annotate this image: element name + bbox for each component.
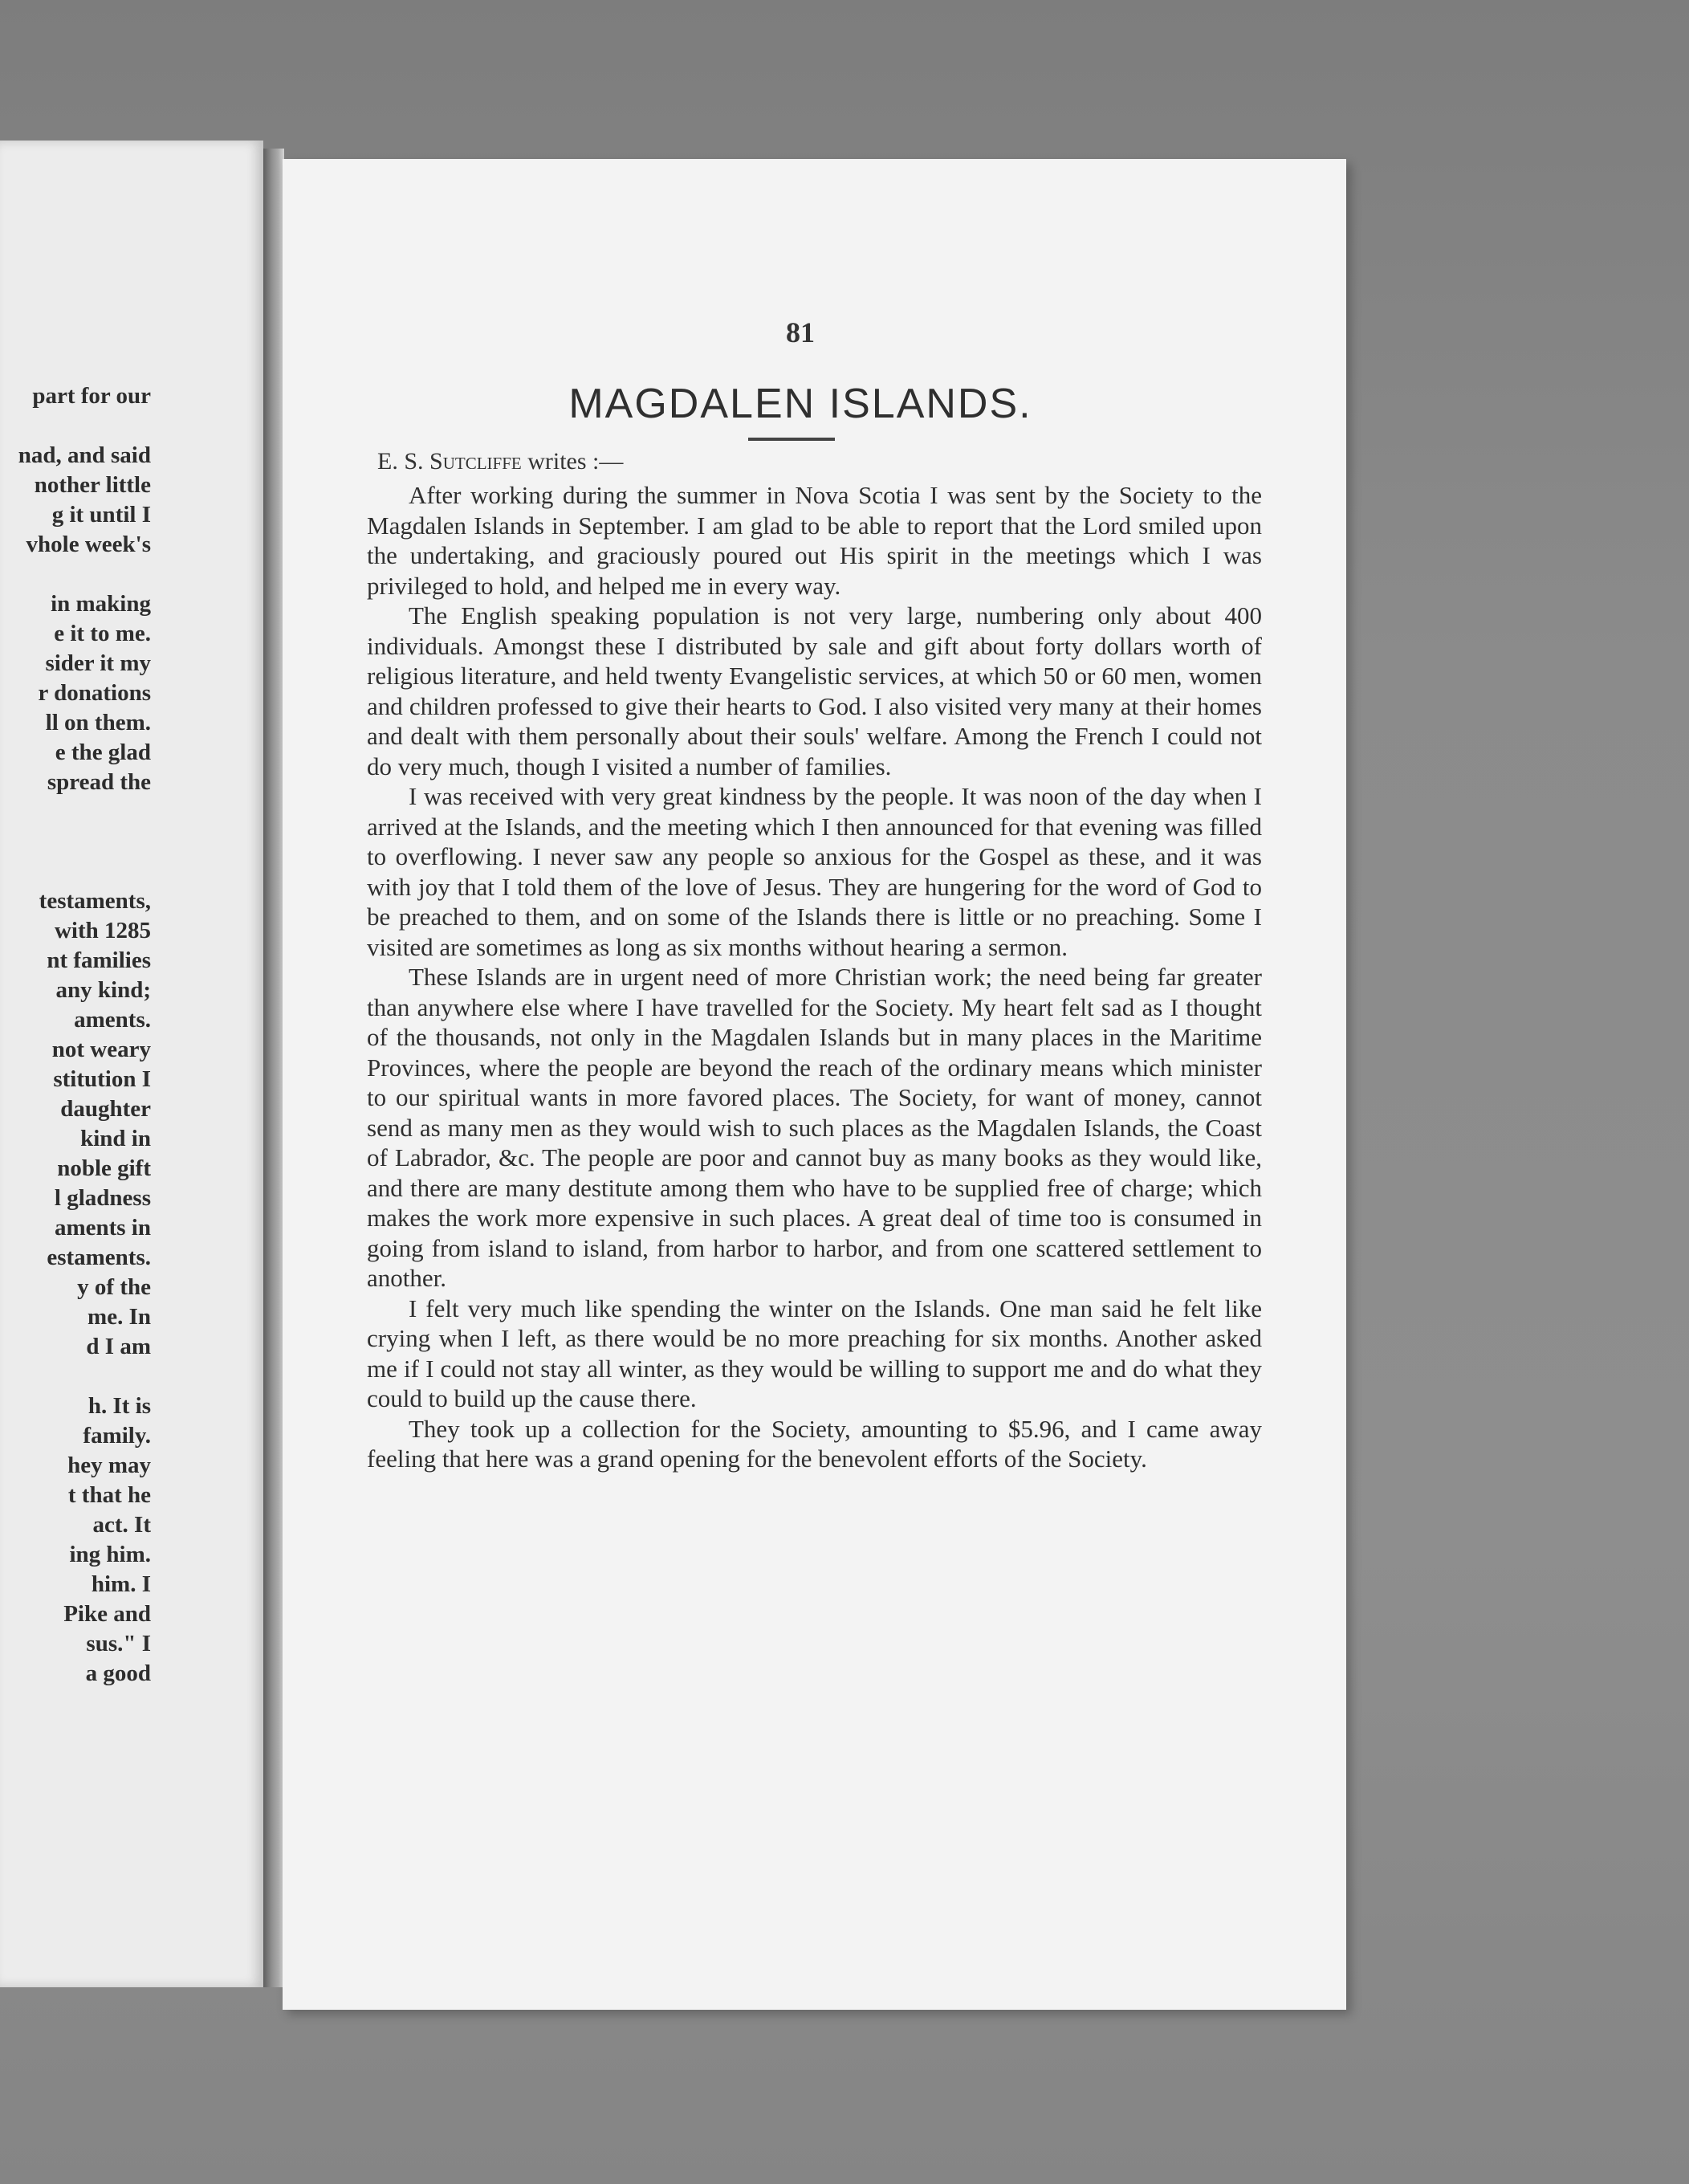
- byline-author: Sutcliffe: [429, 448, 522, 475]
- line-gap: [0, 1362, 151, 1391]
- page-number: 81: [786, 316, 815, 348]
- text-line: nad, and said: [18, 442, 151, 468]
- text-line: testaments,: [39, 888, 151, 914]
- text-line: y of the: [77, 1274, 151, 1300]
- text-line: t that he: [67, 1482, 151, 1508]
- line-gap: [0, 827, 151, 857]
- text-line: noble gift: [57, 1155, 151, 1181]
- previous-page-fragment: [0, 141, 263, 1987]
- text-line: aments in: [54, 1215, 151, 1241]
- text-line: Pike and: [63, 1601, 151, 1627]
- book-gutter: [263, 149, 284, 1987]
- byline: [377, 448, 623, 475]
- paragraph: They took up a collection for the Society, amounting to $5.96, and I came away feeling that here was a grand opening for the benevolent efforts of the Society.: [367, 1414, 1262, 1473]
- line-gap: [0, 560, 151, 589]
- title-rule: [748, 438, 835, 441]
- text-line: r donations: [38, 680, 151, 706]
- text-line: act. It: [92, 1512, 151, 1538]
- line-gap: [0, 797, 151, 827]
- text-line: vhole week's: [26, 532, 151, 557]
- line-gap: [0, 857, 151, 886]
- text-line: me. In: [88, 1304, 151, 1330]
- text-line: g it until I: [51, 502, 151, 528]
- text-line: estaments.: [47, 1245, 151, 1270]
- text-line: part for our: [32, 383, 151, 409]
- page-title: MAGDALEN ISLANDS.: [568, 381, 1032, 427]
- text-line: in making: [51, 591, 151, 617]
- text-line: daughter: [60, 1096, 151, 1122]
- text-line: nother little: [34, 472, 151, 498]
- text-line: h. It is: [88, 1393, 151, 1419]
- byline-initials: E. S.: [377, 448, 424, 475]
- line-gap: [0, 411, 151, 441]
- text-line: aments.: [74, 1007, 151, 1033]
- text-line: hey may: [67, 1453, 151, 1478]
- text-line: spread the: [47, 769, 151, 795]
- paragraph: I was received with very great kindness by the people. It was noon of the day when I arrived at the Islands, and the meeting which I then announced for that evening was filled to overflowing. I never saw any people so anxious for the Gospel as these, and it was with joy that I told them of the love of Jesus. They are hungering for the word of God to be preached to them, and on some of the Islands there is little or no preaching. Some I visited are sometimes as long as six months without hearing a sermon.: [367, 782, 1262, 961]
- paragraph: The English speaking population is not very large, numbering only about 400 individuals. Amongst these I distributed by sale and gift about forty dollars worth of religious literature, and held twenty Evangelistic services, at which 50 or 60 men, women and children professed to give their hearts to God. I also visited very many at their homes and dealt with them personally about their souls' welfare. Among the French I could not do very much, though I visited a number of families.: [367, 601, 1262, 780]
- text-line: e it to me.: [54, 621, 151, 646]
- text-line: e the glad: [55, 740, 151, 765]
- paragraph: These Islands are in urgent need of more Christian work; the need being far greater than anywhere else where I have travelled for the Society. My heart felt sad as I thought of the thousands, not only in the Magdalen Islands but in many places in the Maritime Provinces, where the people are beyond the reach of the ordinary means which minister to our spiritual wants in more favored places. The Society, for want of money, cannot send as many men as they would wish to such places as the Magdalen Islands, the Coast of Labrador, &c. The people are poor and cannot buy as many books as they would like, and there are many destitute among them who have to be supplied free of charge; which makes the work more expensive in such places. A great deal of time too is consumed in going from island to island, from harbor to harbor, and from one scattered settlement to another.: [367, 963, 1262, 1292]
- current-page: [283, 159, 1346, 2010]
- text-line: a good: [85, 1660, 151, 1686]
- text-line: sider it my: [45, 650, 151, 676]
- article-body: [367, 480, 1262, 1474]
- text-line: him. I: [91, 1571, 151, 1597]
- text-line: kind in: [80, 1126, 151, 1151]
- text-line: ll on them.: [45, 710, 151, 735]
- paragraph: After working during the summer in Nova Scotia I was sent by the Society to the Magdalen Islands in September. I am glad to be able to report that the Lord smiled upon the undertaking, and graciously poured out His spirit in the meetings which I was privileged to hold, and helped me in every way.: [367, 481, 1262, 600]
- text-line: sus." I: [86, 1631, 151, 1656]
- text-line: family.: [83, 1423, 151, 1449]
- text-line: nt families: [47, 947, 151, 973]
- previous-page-text: [0, 381, 151, 1689]
- text-line: not weary: [51, 1037, 151, 1062]
- text-line: stitution I: [53, 1066, 151, 1092]
- text-line: l gladness: [54, 1185, 151, 1211]
- paragraph: I felt very much like spending the winter on the Islands. One man said he felt like crying when I left, as there would be no more preaching for six months. Another asked me if I could not stay all winter, as they would be willing to support me and do what they could to build up the cause there.: [367, 1294, 1262, 1412]
- text-line: any kind;: [55, 977, 151, 1003]
- text-line: with 1285: [54, 918, 151, 943]
- text-line: ing him.: [69, 1542, 151, 1567]
- text-line: d I am: [86, 1334, 151, 1359]
- byline-suffix: writes :—: [527, 448, 624, 475]
